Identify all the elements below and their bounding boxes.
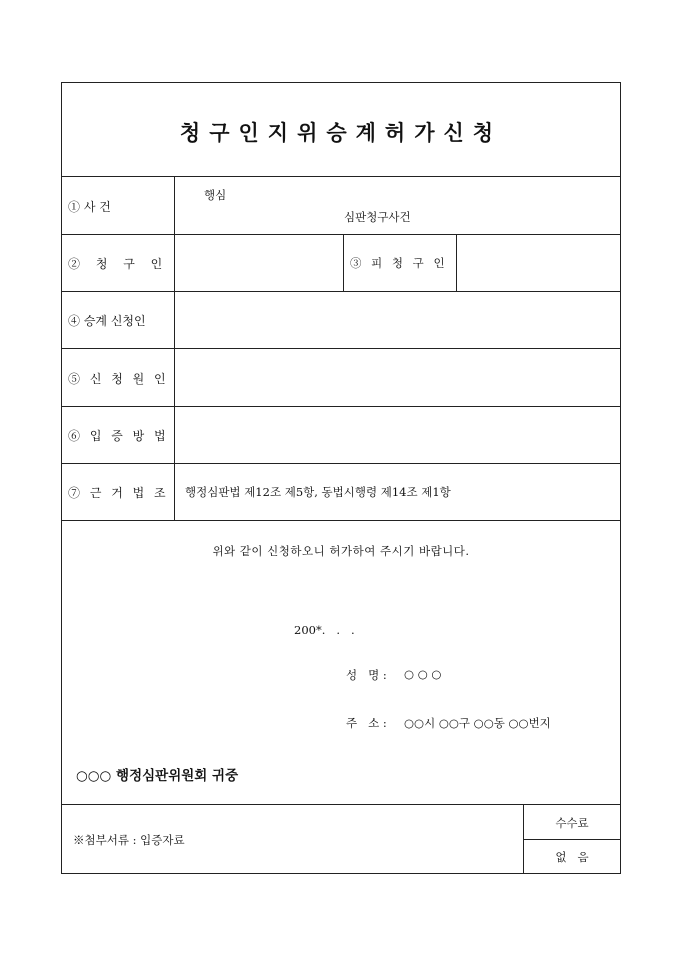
label-column-divider	[174, 176, 175, 520]
claimant-column-divider	[343, 234, 344, 291]
attachments: ※첨부서류 : 입증자료	[73, 833, 185, 847]
reason-label: ⑤ 신 청 원 인	[68, 372, 169, 386]
form-title: 청구인지위승계허가신청	[179, 120, 503, 145]
basis-value: 행정심판법 제12조 제5항, 동법시행령 제14조 제1항	[185, 485, 451, 499]
fee-label: 수수료	[555, 816, 589, 830]
fee-divider	[523, 839, 621, 840]
addressee: ○○○ 행정심판위원회 귀중	[76, 768, 239, 784]
row-divider	[62, 234, 620, 235]
row-divider	[62, 463, 620, 464]
request-statement: 위와 같이 신청하오니 허가하여 주시기 바랍니다.	[212, 544, 470, 558]
application-form	[61, 82, 621, 874]
case-value-suffix: 심판청구사건	[344, 210, 411, 224]
application-date: 200*. . .	[294, 623, 355, 637]
row-divider	[62, 348, 620, 349]
proof-label: ⑥ 입 증 방 법	[68, 429, 169, 443]
fee-value: 없 음	[555, 850, 589, 864]
successor-label: ④ 승계 신청인	[68, 314, 146, 328]
row-divider	[62, 176, 620, 177]
row-divider	[62, 804, 620, 805]
row-divider	[62, 520, 620, 521]
row-divider	[62, 291, 620, 292]
case-label	[68, 198, 168, 215]
name-label: 성 명 :	[346, 668, 387, 682]
respondent-label: ③ 피 청 구 인	[350, 256, 448, 270]
address-label: 주 소 :	[346, 716, 387, 730]
respondent-column-divider	[456, 234, 457, 291]
basis-label: ⑦ 근 거 법 조	[68, 486, 169, 500]
name-value: ○ ○ ○	[404, 667, 442, 681]
claimant-label: ② 청 구 인	[68, 257, 169, 271]
case-label-text: ① 사 건	[68, 200, 111, 214]
row-divider	[62, 406, 620, 407]
case-value-prefix: 행심	[204, 188, 227, 202]
address-value: ○○시 ○○구 ○○동 ○○번지	[404, 716, 551, 730]
